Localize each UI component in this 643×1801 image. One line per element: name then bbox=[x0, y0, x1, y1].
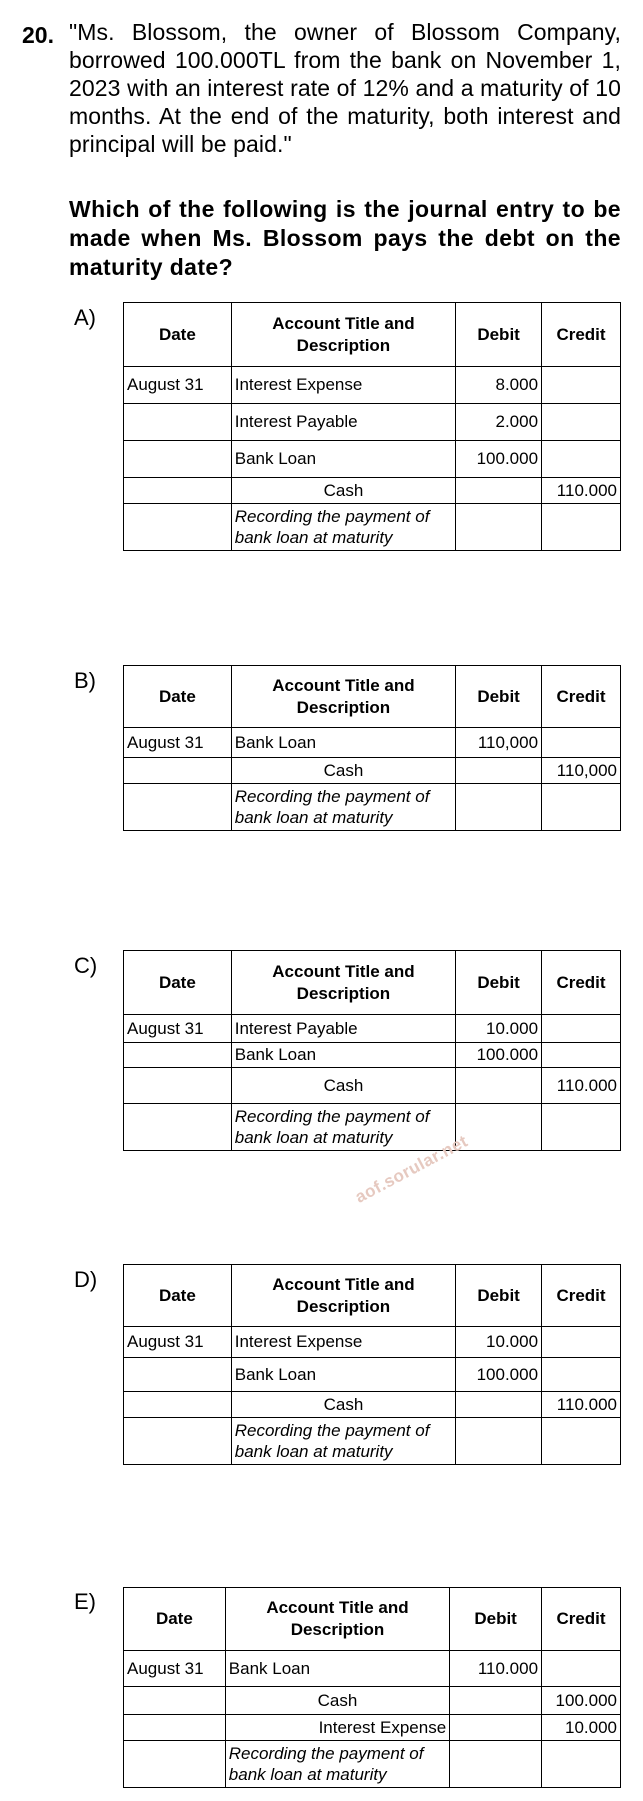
header-debit: Debit bbox=[456, 303, 542, 367]
debit-cell: 110.000 bbox=[450, 1651, 542, 1687]
credit-cell: 110,000 bbox=[542, 758, 621, 784]
empty-cell bbox=[124, 1418, 232, 1465]
table-row bbox=[124, 1651, 621, 1687]
empty-cell bbox=[124, 784, 232, 831]
empty-cell bbox=[542, 504, 621, 551]
date-cell: August 31 bbox=[124, 367, 232, 404]
table-row bbox=[124, 728, 621, 758]
date-cell: August 31 bbox=[124, 728, 232, 758]
debit-cell: 10.000 bbox=[456, 1015, 542, 1043]
option-c-letter[interactable]: C) bbox=[74, 953, 98, 978]
header-account: Account Title and Description bbox=[225, 1588, 449, 1651]
header-date: Date bbox=[124, 951, 232, 1015]
table-row bbox=[124, 1392, 621, 1418]
table-row bbox=[124, 1104, 621, 1151]
table-row bbox=[124, 441, 621, 478]
header-account: Account Title and Description bbox=[231, 666, 455, 728]
date-cell bbox=[124, 441, 232, 478]
header-date: Date bbox=[124, 1588, 226, 1651]
date-cell bbox=[124, 1043, 232, 1068]
empty-cell bbox=[456, 504, 542, 551]
debit-cell: 8.000 bbox=[456, 367, 542, 404]
table-row bbox=[124, 1715, 621, 1741]
header-account: Account Title and Description bbox=[231, 1265, 455, 1327]
credit-cell bbox=[542, 367, 621, 404]
account-cell: Cash bbox=[231, 758, 455, 784]
question-prompt: Which of the following is the journal entry to be made when Ms. Blossom pays the debt on the maturity date? bbox=[69, 196, 621, 280]
table-row bbox=[124, 1015, 621, 1043]
table-row bbox=[124, 1043, 621, 1068]
header-date: Date bbox=[124, 666, 232, 728]
entry-description: Recording the payment of bank loan at maturity bbox=[231, 1104, 455, 1151]
date-cell bbox=[124, 1687, 226, 1715]
debit-cell: 2.000 bbox=[456, 404, 542, 441]
debit-cell bbox=[456, 1392, 542, 1418]
entry-description: Recording the payment of bank loan at maturity bbox=[225, 1741, 449, 1788]
table-row bbox=[124, 478, 621, 504]
credit-cell bbox=[542, 1043, 621, 1068]
credit-cell bbox=[542, 1015, 621, 1043]
account-cell: Cash bbox=[231, 478, 455, 504]
empty-cell bbox=[124, 504, 232, 551]
credit-cell bbox=[542, 728, 621, 758]
empty-cell bbox=[542, 1741, 621, 1788]
table-row bbox=[124, 404, 621, 441]
header-account: Account Title and Description bbox=[231, 951, 455, 1015]
debit-cell: 100.000 bbox=[456, 1043, 542, 1068]
header-debit: Debit bbox=[456, 666, 542, 728]
credit-cell bbox=[542, 404, 621, 441]
option-c-journal-table[interactable] bbox=[123, 950, 621, 1151]
account-cell: Cash bbox=[231, 1068, 455, 1104]
debit-cell bbox=[456, 758, 542, 784]
table-row bbox=[124, 784, 621, 831]
option-e-letter[interactable]: E) bbox=[74, 1589, 96, 1614]
date-cell bbox=[124, 404, 232, 441]
header-date: Date bbox=[124, 1265, 232, 1327]
account-cell: Interest Payable bbox=[231, 1015, 455, 1043]
date-cell bbox=[124, 1715, 226, 1741]
date-cell bbox=[124, 1358, 232, 1392]
empty-cell bbox=[456, 1418, 542, 1465]
credit-cell bbox=[542, 1358, 621, 1392]
account-cell: Interest Expense bbox=[231, 367, 455, 404]
credit-cell: 110.000 bbox=[542, 1068, 621, 1104]
option-b-letter[interactable]: B) bbox=[74, 668, 96, 693]
header-credit: Credit bbox=[542, 951, 621, 1015]
watermark-text: aof.sorular.net bbox=[352, 1131, 471, 1207]
date-cell: August 31 bbox=[124, 1327, 232, 1358]
debit-cell bbox=[456, 478, 542, 504]
account-cell: Bank Loan bbox=[225, 1651, 449, 1687]
option-a-letter[interactable]: A) bbox=[74, 305, 96, 330]
credit-cell: 100.000 bbox=[542, 1687, 621, 1715]
date-cell bbox=[124, 1392, 232, 1418]
option-a-journal-table[interactable] bbox=[123, 302, 621, 551]
table-row bbox=[124, 367, 621, 404]
date-cell: August 31 bbox=[124, 1651, 226, 1687]
debit-cell bbox=[450, 1687, 542, 1715]
credit-cell: 110.000 bbox=[542, 478, 621, 504]
header-credit: Credit bbox=[542, 1588, 621, 1651]
header-debit: Debit bbox=[456, 951, 542, 1015]
option-e-journal-table[interactable] bbox=[123, 1587, 621, 1788]
debit-cell bbox=[456, 1068, 542, 1104]
empty-cell bbox=[124, 1104, 232, 1151]
table-row bbox=[124, 1741, 621, 1788]
option-b-journal-table[interactable] bbox=[123, 665, 621, 831]
entry-description: Recording the payment of bank loan at maturity bbox=[231, 504, 455, 551]
header-debit: Debit bbox=[456, 1265, 542, 1327]
credit-cell: 10.000 bbox=[542, 1715, 621, 1741]
credit-cell bbox=[542, 1651, 621, 1687]
empty-cell bbox=[456, 784, 542, 831]
option-d-journal-table[interactable] bbox=[123, 1264, 621, 1465]
date-cell bbox=[124, 758, 232, 784]
header-credit: Credit bbox=[542, 303, 621, 367]
empty-cell bbox=[542, 1418, 621, 1465]
account-cell: Bank Loan bbox=[231, 728, 455, 758]
table-row bbox=[124, 1327, 621, 1358]
account-cell: Bank Loan bbox=[231, 1043, 455, 1068]
date-cell bbox=[124, 1068, 232, 1104]
account-cell: Interest Expense bbox=[225, 1715, 449, 1741]
debit-cell: 100.000 bbox=[456, 441, 542, 478]
table-row bbox=[124, 758, 621, 784]
question-number: 20. bbox=[22, 22, 54, 48]
debit-cell bbox=[450, 1715, 542, 1741]
credit-cell bbox=[542, 1327, 621, 1358]
option-d-letter[interactable]: D) bbox=[74, 1267, 98, 1292]
header-date: Date bbox=[124, 303, 232, 367]
credit-cell bbox=[542, 441, 621, 478]
account-cell: Cash bbox=[225, 1687, 449, 1715]
table-row bbox=[124, 504, 621, 551]
date-cell: August 31 bbox=[124, 1015, 232, 1043]
account-cell: Bank Loan bbox=[231, 441, 455, 478]
account-cell: Interest Payable bbox=[231, 404, 455, 441]
empty-cell bbox=[124, 1741, 226, 1788]
empty-cell bbox=[450, 1741, 542, 1788]
debit-cell: 10.000 bbox=[456, 1327, 542, 1358]
question-stem: "Ms. Blossom, the owner of Blossom Company, borrowed 100.000TL from the bank on November 1, 2023 with an interest rate of 12% and a maturity of 10 months. At the end of the maturity, both interest and principal will be paid." bbox=[69, 19, 621, 157]
table-row bbox=[124, 1418, 621, 1465]
date-cell bbox=[124, 478, 232, 504]
debit-cell: 110,000 bbox=[456, 728, 542, 758]
entry-description: Recording the payment of bank loan at maturity bbox=[231, 1418, 455, 1465]
header-account: Account Title and Description bbox=[231, 303, 455, 367]
header-credit: Credit bbox=[542, 666, 621, 728]
empty-cell bbox=[542, 784, 621, 831]
account-cell: Bank Loan bbox=[231, 1358, 455, 1392]
credit-cell: 110.000 bbox=[542, 1392, 621, 1418]
table-row bbox=[124, 1687, 621, 1715]
account-cell: Interest Expense bbox=[231, 1327, 455, 1358]
header-credit: Credit bbox=[542, 1265, 621, 1327]
debit-cell: 100.000 bbox=[456, 1358, 542, 1392]
table-row bbox=[124, 1358, 621, 1392]
entry-description: Recording the payment of bank loan at maturity bbox=[231, 784, 455, 831]
header-debit: Debit bbox=[450, 1588, 542, 1651]
account-cell: Cash bbox=[231, 1392, 455, 1418]
empty-cell bbox=[542, 1104, 621, 1151]
table-row bbox=[124, 1068, 621, 1104]
